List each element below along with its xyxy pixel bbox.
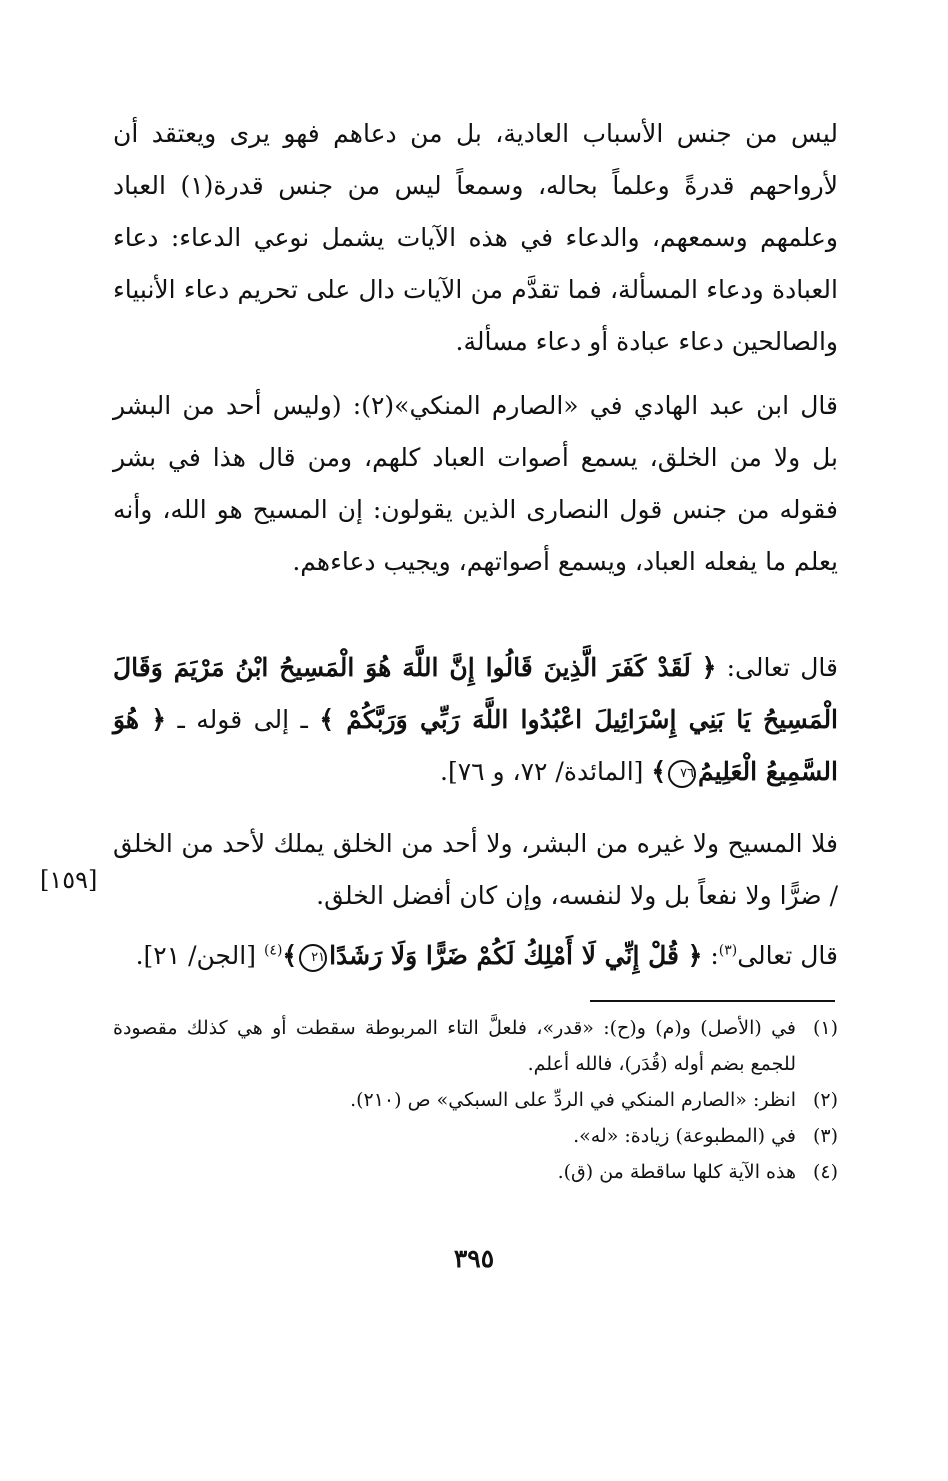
verse-reference: [المائدة/ ٧٢، و ٧٦]. <box>440 757 644 786</box>
paragraph-5 <box>113 930 838 982</box>
footnote-1 <box>113 1010 838 1082</box>
quran-verse: ﴿ قُلْ إِنِّي لَا أَمْلِكُ لَكُمْ ضَرًّا وَلَا رَشَدًا <box>329 941 703 970</box>
ayah-number-marker: ٢١ <box>299 944 327 972</box>
verse-intro: قال تعالى <box>737 941 838 970</box>
margin-reference: [١٥٩] <box>40 866 98 894</box>
paragraph-1-text: ليس من جنس الأسباب العادية، بل من دعاهم فهو يرى ويعتقد أن لأرواحهم قدرةً وعلماً بحاله، وسمعاً ليس من جنس قدرة(١) العباد وعلمهم وسمعهم، والدعاء في هذه الآيات يشمل نوعي الدعاء: دعاء العبادة ودعاء المسألة، فما تقدَّم من الآيات دال على تحريم دعاء الأنبياء والصالحين دعاء عبادة أو دعاء مسألة. <box>113 119 838 356</box>
footnote-text: في (المطبوعة) زيادة: «له». <box>573 1125 796 1147</box>
paragraph-4-text: فلا المسيح ولا غيره من البشر، ولا أحد من الخلق يملك لأحد من الخلق / ضرًّا ولا نفعاً بل ولا لنفسه، وإن كان أفضل الخلق. <box>113 829 838 910</box>
footnote-4 <box>113 1154 838 1190</box>
footnote-text: في (الأصل) و(م) و(ح): «قدر»، فلعلَّ التاء المربوطة سقطت أو هي كذلك مقصودة للجمع بضم أوله (قُدَر)، فالله أعلم. <box>113 1017 796 1075</box>
verse-intro: قال تعالى: <box>726 653 838 682</box>
ayah-number-marker: ٧٦ <box>668 760 696 788</box>
paragraph-3 <box>113 642 838 798</box>
quran-bracket-close: ﴾ <box>282 941 298 970</box>
colon: : <box>710 941 719 970</box>
footnote-marker: (٣) <box>718 942 738 959</box>
footnote-number: (١) <box>812 1017 838 1039</box>
footnote-number: (٤) <box>812 1161 838 1183</box>
footnote-number: (٢) <box>812 1089 838 1111</box>
quran-verse-1: ﴿ لَقَدْ كَفَرَ الَّذِينَ قَالُوا إِنَّ اللَّهَ هُوَ الْمَسِيحُ ابْنُ مَرْيَمَ وَقَالَ الْمَسِيحُ يَا بَنِي إِسْرَائِيلَ اعْبُدُوا اللَّهَ رَبِّي وَرَبَّكُمْ ﴾ <box>113 653 839 734</box>
footnote-text: انظر: «الصارم المنكي في الردِّ على السبكي» ص (٢١٠). <box>350 1089 796 1111</box>
footnote-2 <box>113 1082 838 1118</box>
quran-bracket-close: ﴾ <box>651 757 667 786</box>
footnote-number: (٣) <box>812 1125 838 1147</box>
footnotes <box>113 1010 838 1190</box>
verse-continuation: ـ إلى قوله ـ <box>177 705 308 734</box>
quran-verse-2: ﴿ هُوَ السَّمِيعُ الْعَلِيمُ <box>113 705 838 786</box>
paragraph-2-text: قال ابن عبد الهادي في «الصارم المنكي»(٢): (وليس أحد من البشر بل ولا من الخلق، يسمع أصوات العباد كلهم، ومن قال هذا في بشر فقوله من جنس قول النصارى الذين يقولون: إن المسيح هو الله، وأنه يعلم ما يفعله العباد، ويسمع أصواتهم، ويجيب دعاءهم. <box>113 391 838 576</box>
paragraph-1 <box>113 108 838 368</box>
footnote-marker: (٤) <box>263 942 283 959</box>
paragraph-4 <box>113 818 838 922</box>
verse-reference: [الجن/ ٢١]. <box>135 941 256 970</box>
footnote-text: هذه الآية كلها ساقطة من (ق). <box>557 1161 796 1183</box>
footnote-3 <box>113 1118 838 1154</box>
footnote-divider <box>590 1000 835 1002</box>
paragraph-2 <box>113 380 838 588</box>
page-number: ٣٩٥ <box>453 1244 495 1273</box>
